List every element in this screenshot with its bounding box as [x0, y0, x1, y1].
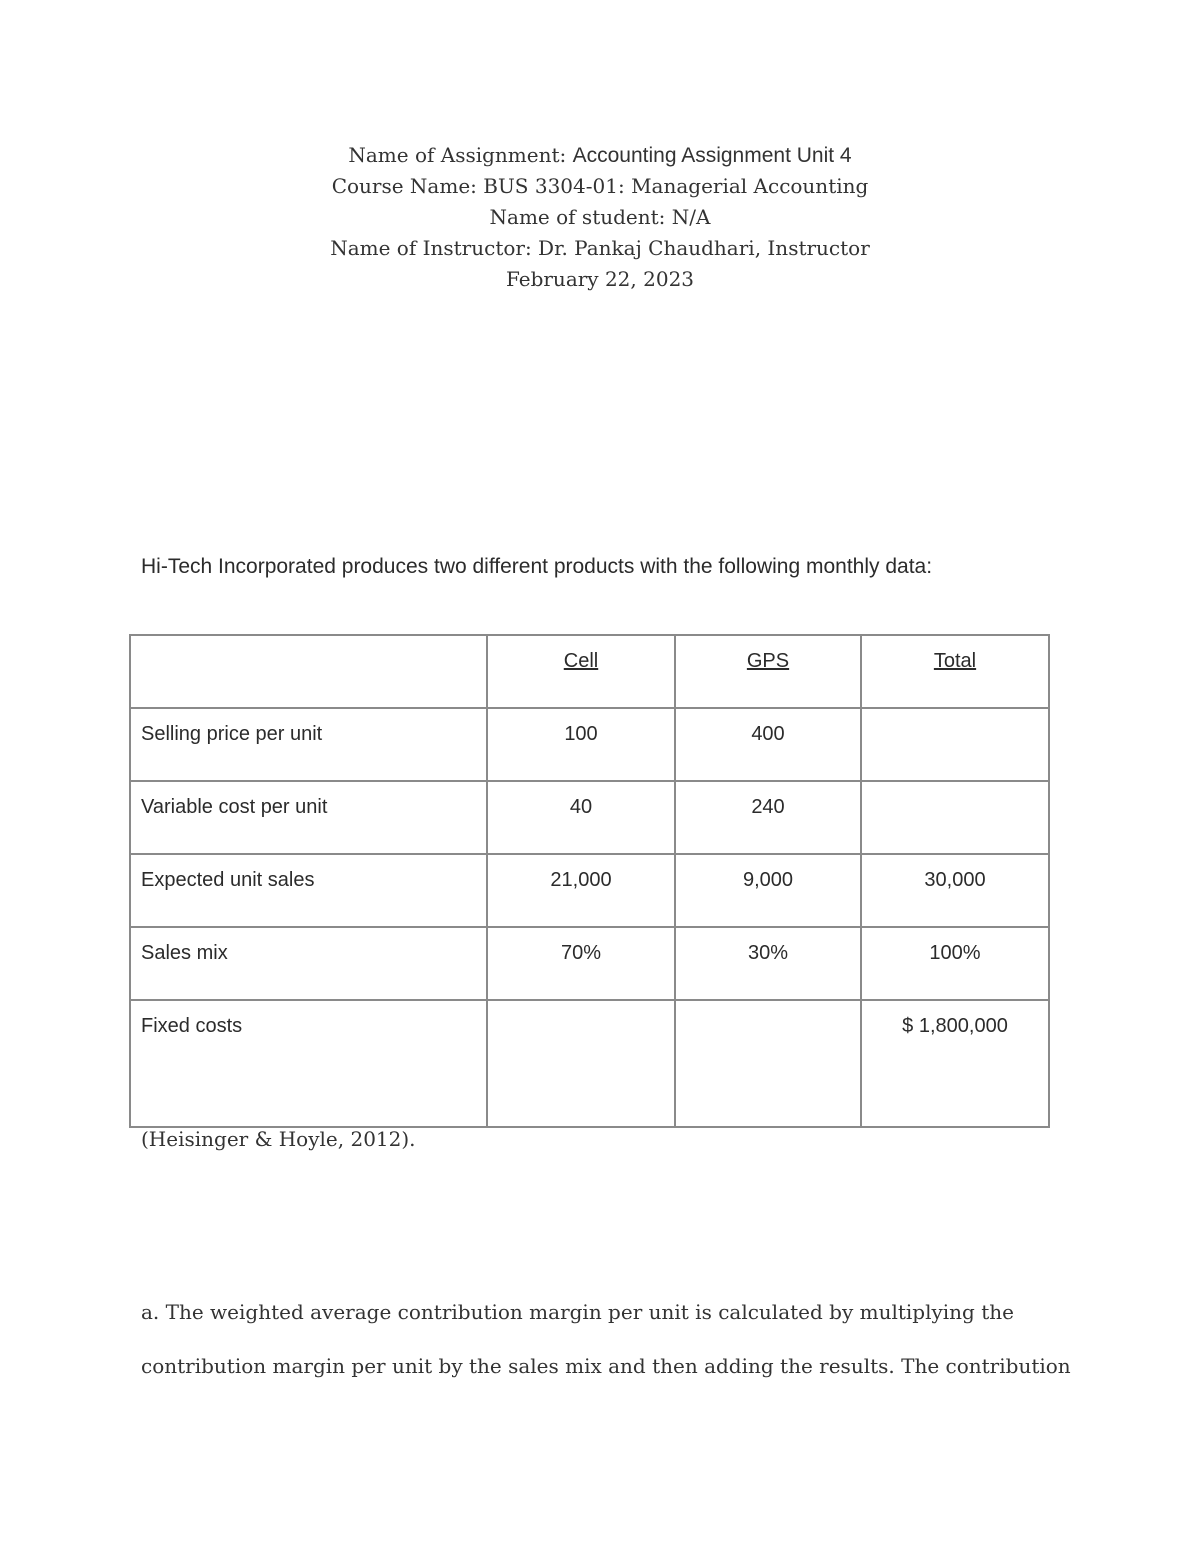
table-cell	[675, 1000, 861, 1127]
instructor-name: Name of Instructor: Dr. Pankaj Chaudhari, Instructor	[330, 236, 870, 260]
table-cell: 100	[487, 708, 675, 781]
table-cell: Fixed costs	[130, 1000, 487, 1127]
answer-paragraph	[141, 1285, 1071, 1393]
table-cell: Variable cost per unit	[130, 781, 487, 854]
table-cell: 21,000	[487, 854, 675, 927]
table-cell: Selling price per unit	[130, 708, 487, 781]
product-data-table	[129, 634, 1050, 1128]
student-name: Name of student: N/A	[489, 205, 711, 229]
table-header-cell: Total	[861, 635, 1049, 708]
table-cell	[861, 708, 1049, 781]
citation: (Heisinger & Hoyle, 2012).	[141, 1127, 416, 1151]
assignment-name: Name of Assignment: Accounting Assignment Unit 4	[348, 143, 852, 167]
course-name: Course Name: BUS 3304-01: Managerial Accounting	[331, 174, 869, 198]
table-header-cell	[130, 635, 487, 708]
table-cell: 30%	[675, 927, 861, 1000]
paragraph-line: contribution margin per unit by the sales mix and then adding the results. The contribution	[141, 1354, 1071, 1378]
table-cell: Expected unit sales	[130, 854, 487, 927]
table-cell: 9,000	[675, 854, 861, 927]
table-cell	[861, 781, 1049, 854]
paragraph-line: a. The weighted average contribution margin per unit is calculated by multiplying the	[141, 1300, 1014, 1324]
table-row	[130, 854, 1049, 927]
table-cell: 40	[487, 781, 675, 854]
table-header-cell: Cell	[487, 635, 675, 708]
table-cell	[487, 1000, 675, 1127]
assignment-title: Accounting Assignment Unit 4	[572, 144, 852, 167]
table-cell: 70%	[487, 927, 675, 1000]
intro-text: Hi-Tech Incorporated produces two different products with the following monthly data:	[141, 555, 933, 578]
table-cell: 400	[675, 708, 861, 781]
table-row	[130, 927, 1049, 1000]
table-header-cell: GPS	[675, 635, 861, 708]
table-cell: 100%	[861, 927, 1049, 1000]
title-block	[0, 140, 1200, 295]
table-cell: 30,000	[861, 854, 1049, 927]
table-row	[130, 1000, 1049, 1127]
table-row	[130, 781, 1049, 854]
table-cell: 240	[675, 781, 861, 854]
table-header-row	[130, 635, 1049, 708]
submission-date: February 22, 2023	[505, 267, 695, 291]
table-cell: $ 1,800,000	[861, 1000, 1049, 1127]
table-row	[130, 708, 1049, 781]
table-cell: Sales mix	[130, 927, 487, 1000]
